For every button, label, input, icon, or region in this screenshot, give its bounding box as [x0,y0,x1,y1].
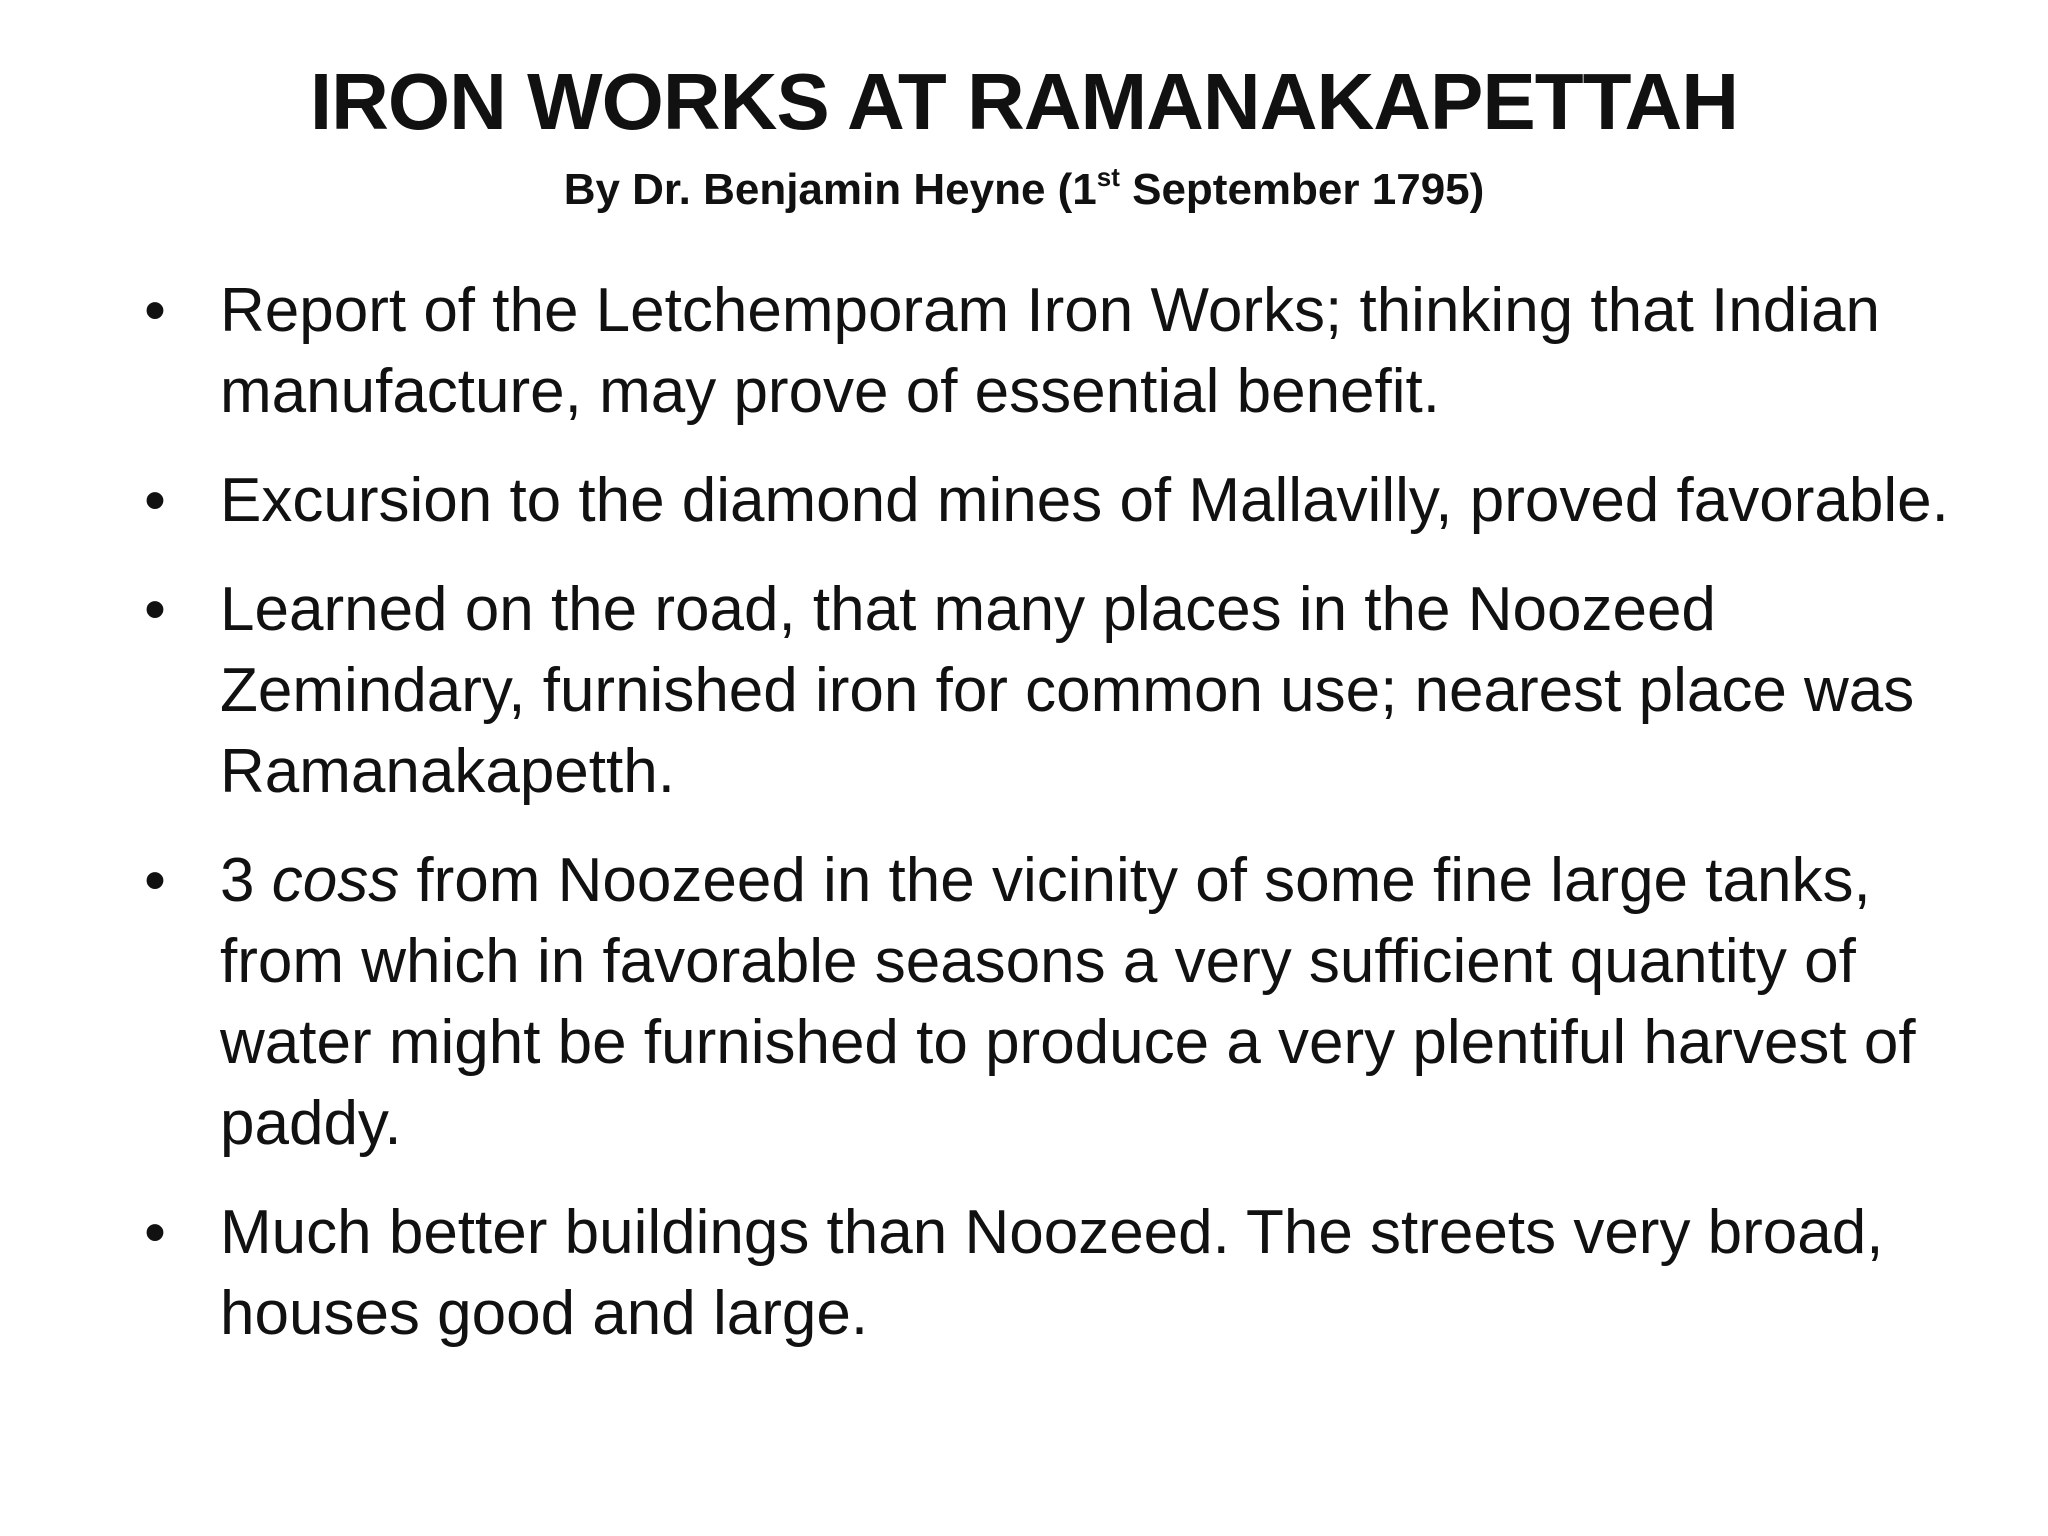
bullet-icon: • [144,575,166,644]
bullet-item [140,1192,1970,1354]
bullet-item [140,569,1970,812]
bullet-item [140,840,1970,1164]
slide-title: IRON WORKS AT RAMANAKAPETTAH [309,57,1739,146]
bullet-list [140,270,1970,1382]
bullet-text: Report of the Letchemporam Iron Works; thinking that Indian manufacture, may prove of essential benefit. [220,276,1880,426]
bullet-icon: • [144,466,166,535]
bullet-item [140,270,1970,432]
bullet-icon: • [144,276,166,345]
subtitle-prefix: By Dr. Benjamin Heyne (1 [563,165,1097,214]
slide-subtitle [0,162,2048,218]
subtitle-superscript: st [1096,162,1120,192]
bullet-text: Much better buildings than Noozeed. The streets very broad, houses good and large. [220,1198,1884,1348]
bullet-text: Excursion to the diamond mines of Mallavilly, proved favorable. [220,466,1949,535]
subtitle-suffix: September 1795) [1119,165,1485,214]
bullet-text: Learned on the road, that many places in the Noozeed Zemindary, furnished iron for common use; nearest place was Ramanakapetth. [220,575,1915,806]
bullet-text-rest: from Noozeed in the vicinity of some fine large tanks, from which in favorable seasons a very sufficient quantity of water might be furnished to produce a very plentiful harvest of paddy. [220,846,1916,1158]
bullet-item [140,460,1970,541]
bullet-text-lead: 3 [220,846,272,915]
bullet-icon: • [144,1198,166,1267]
bullet-text-italic: coss [271,846,400,915]
bullet-icon: • [144,846,166,915]
